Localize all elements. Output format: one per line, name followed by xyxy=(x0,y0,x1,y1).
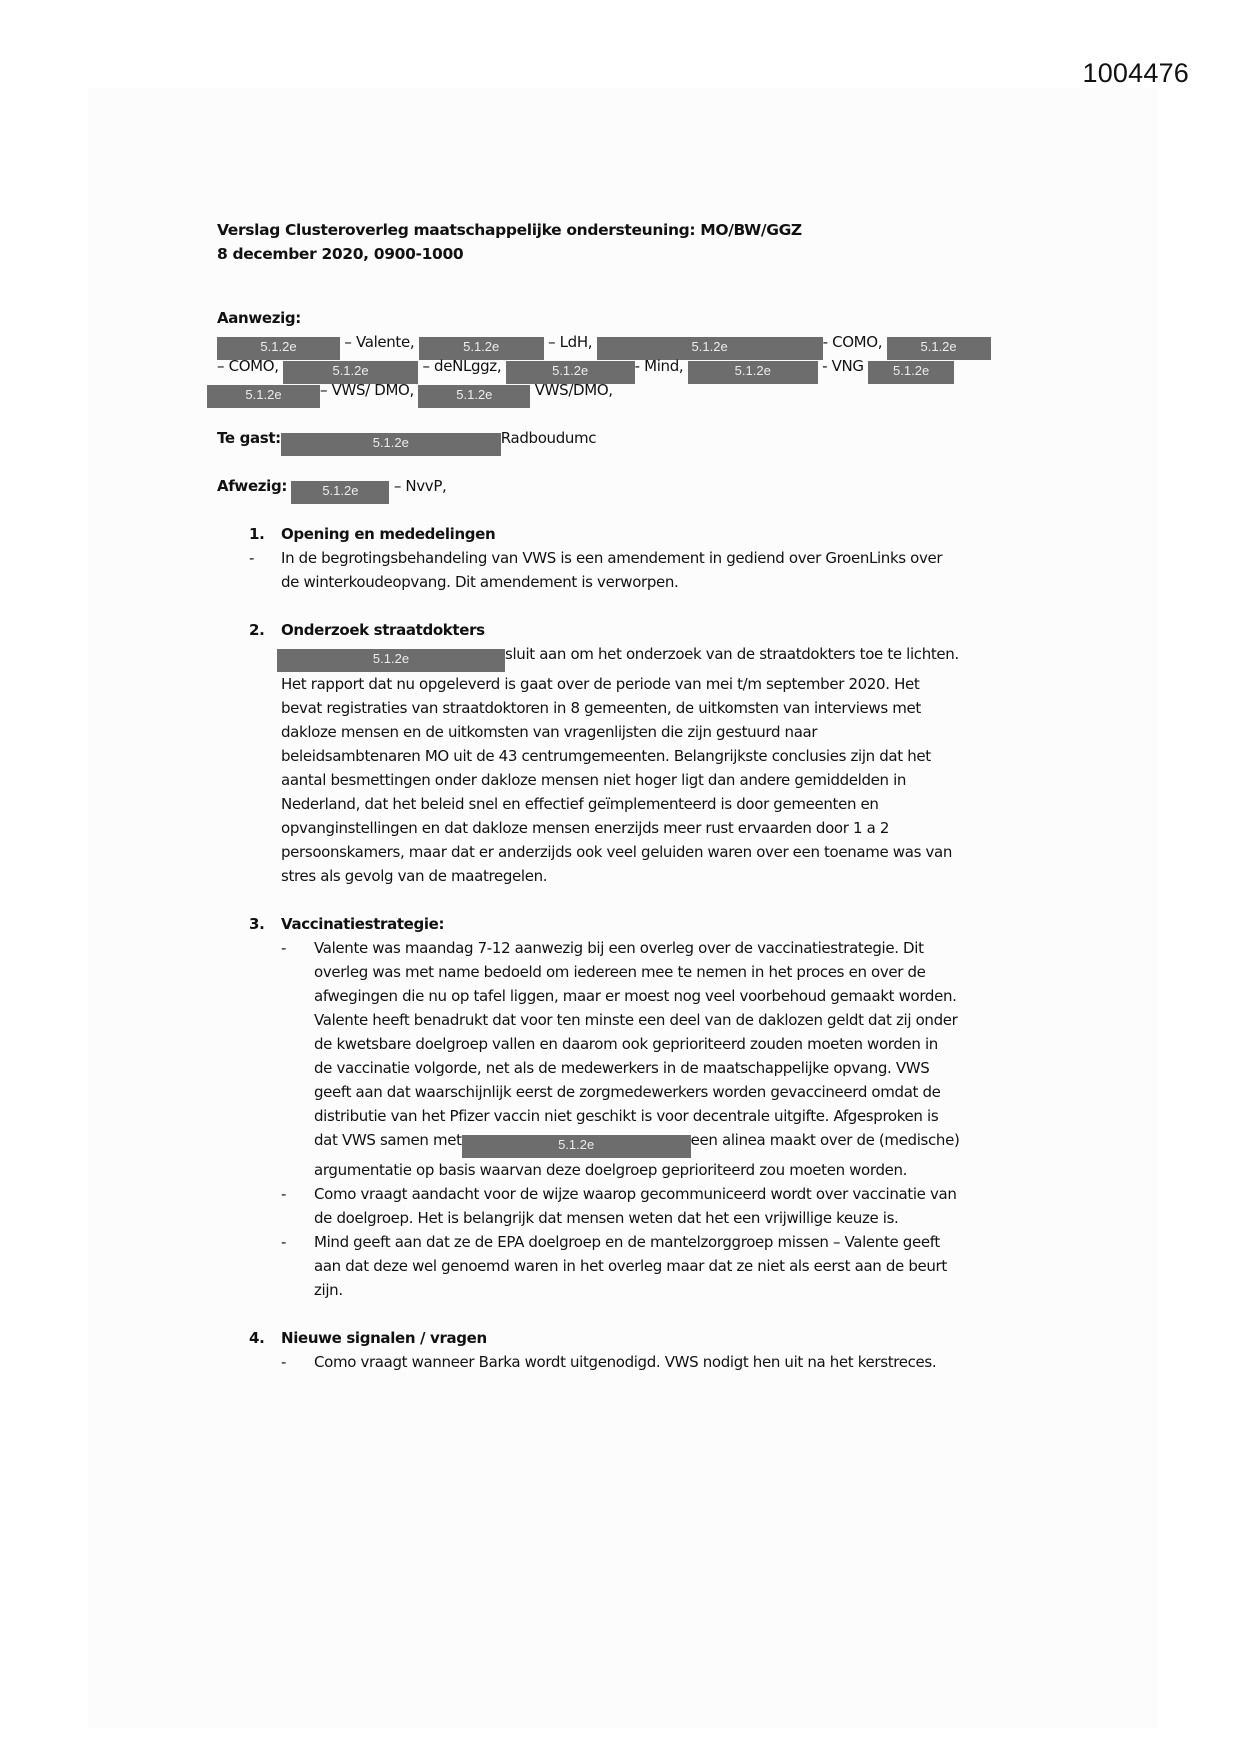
section-title: Opening en mededelingen xyxy=(281,525,496,543)
text-line: sluit aan om het onderzoek van de straatdokters toe te lichten. xyxy=(505,645,959,663)
redaction-block: 5.1.2e xyxy=(506,361,635,384)
text-line: aantal besmettingen onder dakloze mensen niet hoger ligt dan andere gemiddelden in xyxy=(281,771,907,789)
dash-bullet: - xyxy=(281,1233,287,1251)
section-title: Onderzoek straatdokters xyxy=(281,621,485,639)
section-vaccinatiestrategie xyxy=(217,912,1047,1302)
redaction-block: 5.1.2e xyxy=(283,361,418,384)
redaction-block: 5.1.2e xyxy=(887,337,991,360)
redaction-block: 5.1.2e xyxy=(597,337,823,360)
attendee-org: - COMO, xyxy=(822,333,887,351)
absent-org: – NvvP, xyxy=(389,477,447,495)
text-line: Valente heeft benadrukt dat voor ten minste een deel van de daklozen geldt dat zij onder xyxy=(314,1011,958,1029)
text-line: stres als gevolg van de maatregelen. xyxy=(281,867,548,885)
redaction-block: 5.1.2e xyxy=(462,1135,691,1158)
redaction-block: 5.1.2e xyxy=(281,433,501,456)
dash-bullet: - xyxy=(249,549,255,567)
present-list xyxy=(217,330,1047,402)
text-line: Het rapport dat nu opgeleverd is gaat over de periode van mei t/m september 2020. Het xyxy=(281,675,920,693)
text-line: Como vraagt aandacht voor de wijze waarop gecommuniceerd wordt over vaccinatie van xyxy=(314,1185,957,1203)
dash-bullet: - xyxy=(281,1185,287,1203)
text-line: geeft aan dat waarschijnlijk eerst de zorgmedewerkers worden gevaccineerd omdat de xyxy=(314,1083,941,1101)
attendee-org: – deNLggz, xyxy=(418,357,506,375)
bullet-item xyxy=(281,1350,1047,1374)
report-date: 8 december 2020, 0900-1000 xyxy=(217,245,464,263)
attendee-org: – Valente, xyxy=(340,333,419,351)
text-line: bevat registraties van straatdoktoren in 8 gemeenten, de uitkomsten van interviews met xyxy=(281,699,921,717)
absent-row xyxy=(217,474,1047,498)
attendee-row xyxy=(217,330,1047,354)
section-title: Nieuwe signalen / vragen xyxy=(281,1329,487,1347)
text-line: Mind geeft aan dat ze de EPA doelgroep en de mantelzorggroep missen – Valente geeft xyxy=(314,1233,940,1251)
dash-bullet: - xyxy=(281,1353,287,1371)
bullet-item xyxy=(281,936,1047,1182)
guest-label: Te gast: xyxy=(217,429,281,447)
section-number: 3. xyxy=(249,915,265,933)
absent-label: Afwezig: xyxy=(217,477,287,495)
section-number: 4. xyxy=(249,1329,265,1347)
text-fragment: dat VWS samen met xyxy=(314,1131,462,1149)
present-label: Aanwezig: xyxy=(217,309,301,327)
text-line: Valente was maandag 7-12 aanwezig bij een overleg over de vaccinatiestrategie. Dit xyxy=(314,939,924,957)
text-fragment: een alinea maakt over de (medische) xyxy=(690,1131,960,1149)
bullet-item xyxy=(281,1182,1047,1230)
redaction-block: 5.1.2e xyxy=(688,361,818,384)
redaction-block: 5.1.2e xyxy=(419,337,544,360)
text-line: zijn. xyxy=(314,1281,343,1299)
text-line: Nederland, dat het beleid snel en effectief geïmplementeerd is door gemeenten en xyxy=(281,795,879,813)
text-line: de kwetsbare doelgroep vallen en daarom ook geprioriteerd zouden moeten worden in xyxy=(314,1035,938,1053)
attendee-org: - VNG xyxy=(817,357,869,375)
redaction-block: 5.1.2e xyxy=(418,385,530,408)
text-line: Como vraagt wanneer Barka wordt uitgenodigd. VWS nodigt hen uit na het kerstreces. xyxy=(314,1353,937,1371)
redaction-block: 5.1.2e xyxy=(868,361,954,384)
bullet-item xyxy=(249,546,1047,594)
text-line: de doelgroep. Het is belangrijk dat mensen weten dat het een vrijwillige keuze is. xyxy=(314,1209,899,1227)
redaction-block: 5.1.2e xyxy=(217,337,340,360)
document-number: 1004476 xyxy=(1082,58,1189,88)
redaction-block: 5.1.2e xyxy=(277,649,505,672)
section-body xyxy=(281,672,1047,888)
text-line: persoonskamers, maar dat er anderzijds ook veel geluiden waren over een toename was van xyxy=(281,843,952,861)
text-line: opvanginstellingen en dat dakloze mensen enerzijds meer rust ervaarden door 1 a 2 xyxy=(281,819,890,837)
dash-bullet: - xyxy=(281,939,287,957)
text-line: de winterkoudeopvang. Dit amendement is verworpen. xyxy=(281,573,679,591)
section-number: 1. xyxy=(249,525,265,543)
attendee-org: - Mind, xyxy=(634,357,688,375)
bullet-item xyxy=(281,1230,1047,1302)
text-line: aan dat deze wel genoemd waren in het overleg maar dat ze niet als eerst aan de beurt xyxy=(314,1257,947,1275)
text-line: In de begrotingsbehandeling van VWS is een amendement in gediend over GroenLinks over xyxy=(281,549,943,567)
attendee-org: VWS/DMO, xyxy=(530,381,613,399)
section-title: Vaccinatiestrategie: xyxy=(281,915,445,933)
guest-row xyxy=(217,426,1047,450)
attendee-org: – COMO, xyxy=(217,357,284,375)
guest-org: Radboudumc xyxy=(500,429,597,447)
text-line: distributie van het Pfizer vaccin niet geschikt is voor decentrale uitgifte. Afgesproken is xyxy=(314,1107,939,1125)
section-opening xyxy=(217,522,1047,594)
text-line: dakloze mensen en de uitkomsten van vragenlijsten die zijn gestuurd naar xyxy=(281,723,818,741)
text-line: de vaccinatie volgorde, net als de medewerkers in de maatschappelijke opvang. VWS xyxy=(314,1059,930,1077)
meeting-report xyxy=(217,218,1047,1374)
attendee-row xyxy=(217,354,1047,378)
attendee-org: – VWS/ DMO, xyxy=(320,381,419,399)
text-line: afwegingen die nu op tafel liggen, maar er moest nog veel voorbehoud gemaakt worden. xyxy=(314,987,957,1005)
text-line: overleg was met name bedoeld om iedereen mee te nemen in het proces en over de xyxy=(314,963,926,981)
text-line: argumentatie op basis waarvan deze doelgroep geprioriteerd zou moeten worden. xyxy=(314,1161,908,1179)
section-straatdokters xyxy=(217,618,1047,888)
section-number: 2. xyxy=(249,621,265,639)
text-line: beleidsambtenaren MO uit de 43 centrumgemeenten. Belangrijkste conclusies zijn dat het xyxy=(281,747,931,765)
redaction-block: 5.1.2e xyxy=(291,481,389,504)
redaction-block: 5.1.2e xyxy=(207,385,320,408)
report-title: Verslag Clusteroverleg maatschappelijke ondersteuning: MO/BW/GGZ xyxy=(217,221,802,239)
section-nieuwe-signalen xyxy=(217,1326,1047,1374)
attendee-org: – LdH, xyxy=(543,333,597,351)
attendance-block xyxy=(217,306,1047,498)
